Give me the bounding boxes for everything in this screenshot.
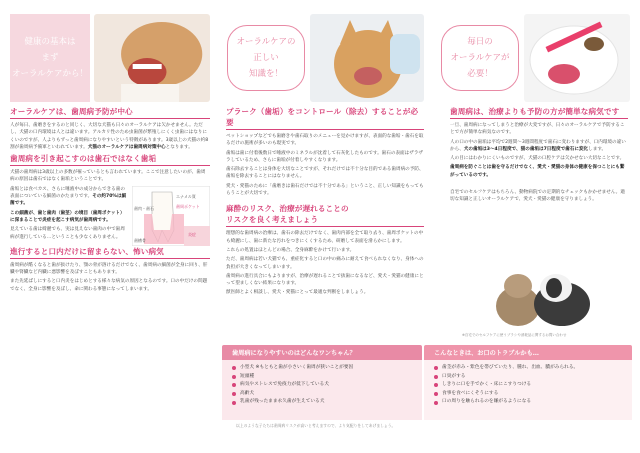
list-item-text: 短頭種 — [240, 373, 255, 379]
heading-prevention-easier: 歯周病は、治療よりも予防の方が簡単な病気です — [450, 107, 620, 116]
paragraph: これらの処置はほとんどの場合、全身麻酔をかけて行います。 — [226, 247, 355, 253]
paragraph: 見えている歯は綺麗でも、実は見えない歯肉の中で歯周病が進行している…ということも少なくありません。 — [10, 227, 125, 240]
trouble-signs-list — [424, 345, 632, 420]
heading-rule — [226, 129, 424, 130]
bullet-icon — [434, 401, 438, 405]
bullet-icon — [232, 401, 236, 405]
banner-3-line-1: 毎日の — [467, 37, 493, 47]
bullet-icon — [434, 392, 438, 396]
fig-label-pocket: 歯周ポケット — [176, 203, 200, 209]
paragraph — [10, 122, 210, 151]
puppy-kitten-photo — [478, 258, 598, 330]
paragraph: 獣医師とよく相談し、愛犬・愛猫にとって最適な判断をしましょう。 — [226, 290, 369, 296]
emphasis-text: その約70%は細菌です。 — [10, 194, 127, 207]
paragraph: 歯垢は歯に付着後数日で唾液中のミネラルが沈着して石灰化したものです。歯石の表面はザラザラしているため、さらに歯垢が付着しやすくなります。 — [226, 150, 424, 163]
text: となります。 — [165, 144, 193, 150]
list-item-text: 歯茎が赤み・紫色を帯びていたり、腫れ、出血、膿がみられる。 — [442, 365, 579, 370]
banner-3-pill — [441, 25, 518, 91]
list-item-text: 小型犬 ※もともと歯が小さいく歯周が狭いことが要因 — [240, 365, 354, 370]
heading-periodontal-prevention: オーラルケアは、歯周病予防が中心 — [10, 107, 133, 116]
list-footnote: 以上のような子たちは歯周病リスクが高いと考えますので、より気配りをしてあげましょう。 — [236, 423, 396, 428]
list-item — [434, 364, 624, 373]
list-item — [232, 398, 414, 407]
banner-2-line-3: 知識を！ — [248, 69, 283, 79]
banner-1-text-panel — [10, 14, 90, 102]
fig-label-bone: 歯槽骨 — [134, 237, 146, 243]
cat-teeth-photo — [310, 14, 424, 102]
banner-2-text-panel — [226, 14, 306, 102]
emphasis-text: 犬猫のオーラルケアは歯周病対策中心 — [87, 144, 166, 150]
paragraph: 理想的な歯周病の治療は、歯石の除去だけでなく、歯肉内部を全て取り去り、歯周ポケットの中も綺麗にし、歯に新たな汚れをつきにくくするため、研磨して表面を滑らかにします。 — [226, 231, 424, 244]
bullet-icon — [232, 366, 236, 370]
banner-1-line-3: オーラルケアから！ — [11, 69, 89, 79]
paragraph: 犬猫の歯周病は3歳以上の多数が罹っているとも言われています。ここで注意したいのが、歯周病の原因は歯石ではなく歯垢ということです。 — [10, 170, 206, 183]
paragraph-emphasis: この細菌が、歯と歯肉（歯茎）の境目（歯周ポケット）に深まることで炎症を起こす病気が歯周病です。 — [10, 210, 125, 223]
list-item-text: 食事を食べにくそうにする — [442, 390, 499, 396]
banner-2-pill — [227, 25, 304, 91]
bullet-icon — [434, 366, 438, 370]
list-item — [232, 373, 414, 382]
banner-oral-care-basics — [10, 14, 210, 102]
list-item — [232, 390, 414, 399]
fig-label-gum: 歯肉・歯石 — [134, 205, 154, 211]
bullet-icon — [434, 375, 438, 379]
list-item-text: 乳歯が残ったまま永久歯が生えている犬 — [240, 399, 325, 405]
fig-label-inflammation: 炎症 — [188, 231, 196, 237]
banner-1-line-2: まず — [41, 53, 59, 63]
list-item — [434, 373, 624, 382]
emphasis-text: 犬の歯垢は3〜4日程度で、猫の歯垢は7日程度で歯石に変化 — [463, 146, 589, 152]
heading-plaque-control: プラーク（歯垢）をコントロール（除去）することが必要 — [226, 107, 419, 127]
heading-plaque-not-tartar: 歯周病を引き起こすのは歯石ではなく歯垢 — [10, 154, 157, 164]
column-1 — [10, 106, 210, 295]
trouble-list-title: こんなときは、お口のトラブルかも… — [424, 345, 632, 360]
paragraph: 歯周病が酷くなると歯が抜けたり、顎の骨が溶けるだけでなく、歯周病の細菌が全身に回り、肝臓や腎臓など内臓に悪影響を及ぼすこともあります。 — [10, 262, 208, 276]
list-item-text: しきりに口を手でかく・床にこすりつける — [442, 382, 532, 388]
paragraph — [450, 139, 628, 154]
banner-daily-care — [440, 14, 630, 102]
heading-rule — [10, 118, 210, 119]
text: 人の口の中の歯垢は平均で2週間〜3週間程度で歯石に変わりますが、口内環境の違いから、 — [450, 139, 626, 152]
list-item-text: 病気やストレスで免疫力が低下している犬 — [240, 382, 329, 388]
bullet-icon — [434, 383, 438, 387]
text: 3歳以上の犬猫の約8割が歯周病予備軍といわれています。 — [10, 137, 209, 150]
paragraph: ただ、歯周病は若い犬猫でも、重症化すると口の中の痛みに耐えて食べられなくなり、身体への負担が大きくなってしまいます。 — [226, 257, 424, 270]
list-item — [434, 398, 624, 407]
bullet-icon — [232, 392, 236, 396]
photo-caption: ※自宅でのセルフケアに使うブラシや消耗品に関するお問い合わせ — [462, 333, 567, 337]
risk-list-title: 歯周病になりやすいのはどんなワンちゃん？ — [222, 345, 422, 360]
column-3 — [450, 106, 628, 206]
fig-label-enamel: エナメル質 — [176, 193, 196, 199]
text: 歯垢とは食べカス、さらに唾液中の成分からできる歯の表面についている細菌のかたまりです。 — [10, 186, 125, 200]
heading-anesthesia-risk-line-2: リスクを良く考えましょう — [226, 215, 319, 225]
banner-1-line-1: 健康の基本は — [24, 37, 76, 47]
list-item-text: 口臭がする — [442, 373, 466, 379]
paragraph: 一旦、歯周病になってしまうと治療が大変ですが、日々のオーラルケアで予防することで方が簡単な病気なのです。 — [450, 123, 625, 136]
paragraph: 歯周病の進行具合にもよりますが、治療が遅れることで抜歯になるなど、愛犬・愛猫の健康にとって望ましくない結果になります。 — [226, 273, 424, 287]
paragraph: 自宅でのセルフケアはもちろん、動物病院での定期的なチェックもかかせません。適切な知識と正しいオーラルケアで、愛犬・愛猫の健康を守りましょう。 — [450, 190, 625, 203]
tooth-cross-section-diagram — [132, 186, 210, 246]
heading-rule — [10, 165, 210, 166]
heading-rule — [10, 258, 210, 259]
list-item-text: 高齢犬 — [240, 390, 255, 396]
plaque-figure-block — [10, 186, 210, 246]
paragraph — [10, 186, 128, 208]
banner-3-line-3: 必要！ — [467, 69, 493, 79]
dog-teeth-photo — [94, 14, 210, 102]
bullet-icon — [232, 375, 236, 379]
banner-3-line-2: オーラルケアが — [450, 53, 510, 63]
banner-2-line-1: オーラルケアの — [236, 37, 296, 47]
bullet-icon — [232, 383, 236, 387]
heading-systemic-disease: 進行すると口内だけに留まらない、怖い病気 — [10, 246, 164, 256]
paragraph-emphasis: 歯周病を防ぐことは歯を守るだけでなく、愛犬・愛猫の身体の健康を保つことにも繋がっているのです。 — [450, 165, 625, 178]
paragraph: また先延ばしにすると口内炎をはじめとする様々な病気の原因となるのです。口の中だけの問題でなく、全身に影響を及ぼし、命に関わる事態になってしまいます。 — [10, 279, 208, 292]
column-2 — [226, 106, 424, 299]
trouble-list-body — [424, 360, 632, 420]
list-item — [434, 390, 624, 399]
risk-dog-list — [222, 345, 422, 420]
banner-correct-knowledge — [226, 14, 424, 102]
text: アルカリ性のため虫歯菌が繁殖しにくく虫歯にはなりにくいのですが、人よりもずっと歯周病になりやすいという特徴があります。 — [10, 130, 207, 143]
heading-rule — [450, 118, 628, 119]
risk-list-body — [222, 360, 422, 420]
list-item — [232, 381, 414, 390]
list-item — [434, 381, 624, 390]
paragraph: 愛犬・愛猫のために「歯磨きは歯石だけでは不十分である」ということ、正しい知識をもってもらうことが大切です。 — [226, 183, 424, 197]
banner-2-line-2: 正しい — [253, 53, 279, 63]
heading-rule — [226, 226, 424, 227]
paragraph: 人の目にはわかりにくいものですが、犬猫の口腔ケアは欠かせない大切なことです。 — [450, 156, 625, 162]
list-item — [232, 364, 414, 373]
text: 人が毎日、歯磨きをするのと同じく、大切な犬猫も日々のオーラルケアは欠かせません。ただし、犬猫の口内環境は人とは違います。 — [10, 123, 203, 136]
banner-3-text-panel — [440, 14, 520, 102]
text: します。 — [588, 146, 607, 152]
heading-anesthesia-risk-line-1: 麻酔のリスク、治療が遅れることの — [226, 204, 349, 214]
list-item-text: 口の周りを触られるのを嫌がるようになる — [442, 399, 532, 405]
paragraph: ペットショップなどでも歯磨きや歯石取りのメニューを見かけますが、表面的な歯垢・歯石を取るだけの施術が多いのも現実です。 — [226, 134, 424, 147]
dog-toothbrush-photo — [524, 14, 630, 102]
paragraph: 歯石除去することは身体を大切なことですが、それだけでは不十分な目的である歯周病の予防、歯垢を除去することにはなりません。 — [226, 167, 424, 180]
